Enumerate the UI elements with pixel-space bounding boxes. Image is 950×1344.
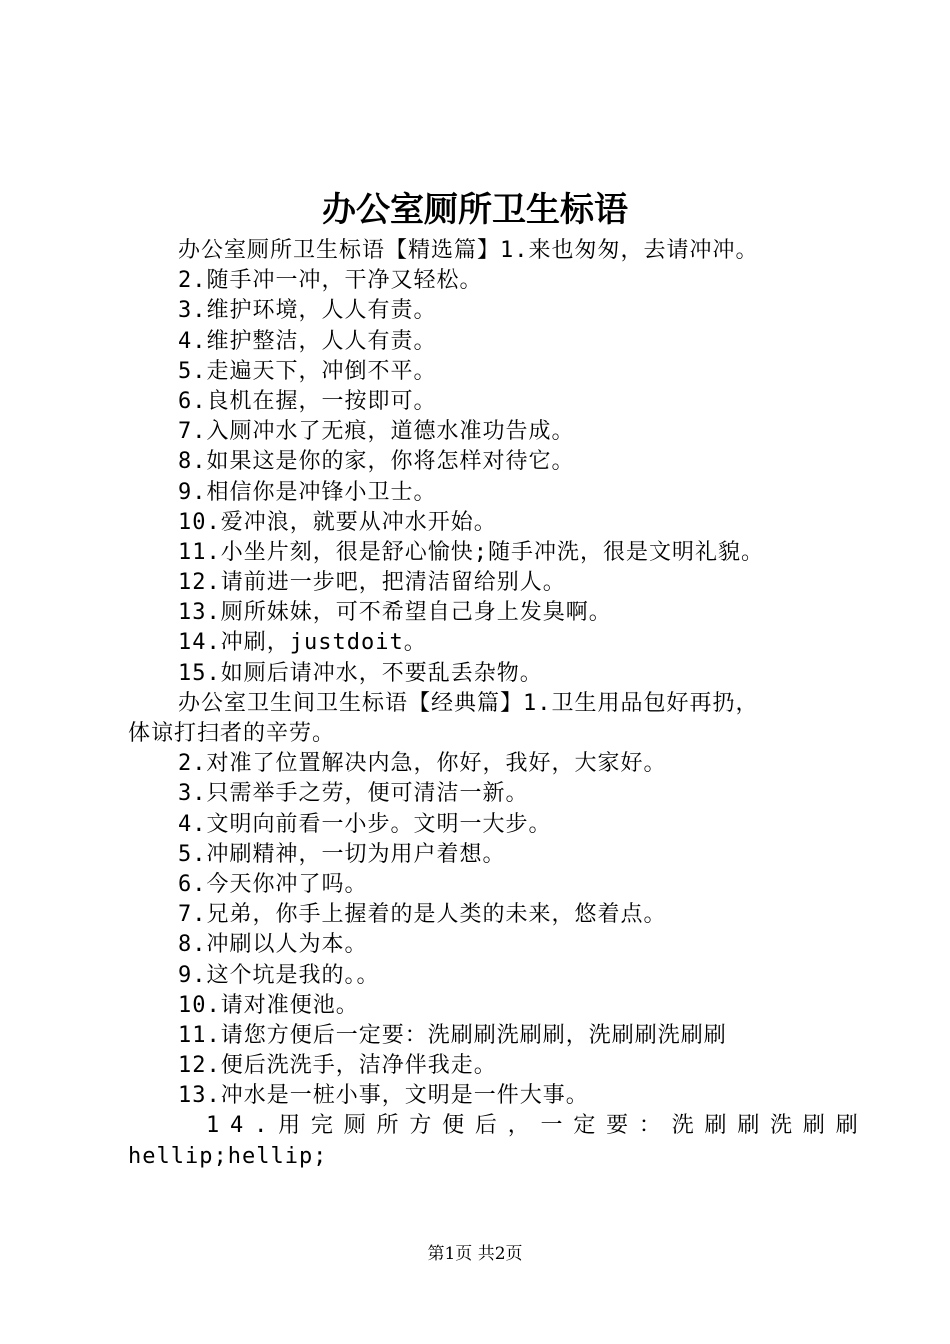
document-title: 办公室厕所卫生标语 [322,190,628,230]
slogan-line: 10.爱冲浪，就要从冲水开始。 [178,509,497,535]
slogan-line: 10.请对准便池。 [178,992,359,1018]
slogan-line: 13.厕所妹妹，可不希望自己身上发臭啊。 [178,600,612,626]
section2-intro-continued: 体谅打扫者的辛劳。 [128,721,336,746]
slogan-line: 11.请您方便后一定要：洗刷刷洗刷刷，洗刷刷洗刷刷 [178,1022,727,1048]
slogan-line: 7.兄弟，你手上握着的是人类的未来，悠着点。 [178,902,667,928]
slogan-line-continued: hellip;hellip; [128,1143,328,1169]
slogan-line: 9.这个坑是我的。。 [178,962,380,988]
slogan-line: 3.维护环境，人人有责。 [178,298,437,324]
slogan-line: 15.如厕后请冲水，不要乱丢杂物。 [178,660,543,686]
slogan-line: 2.随手冲一冲，干净又轻松。 [178,268,483,294]
slogan-line: 14.冲刷，justdoit。 [178,630,427,656]
slogan-line: 8.冲刷以人为本。 [178,932,368,958]
slogan-line: 9.相信你是冲锋小卫士。 [178,479,437,505]
slogan-line: 6.今天你冲了吗。 [178,871,368,897]
section2-intro: 办公室卫生间卫生标语【经典篇】1.卫生用品包好再扔， [178,690,759,716]
document-body [128,236,869,1172]
section1-intro: 办公室厕所卫生标语【精选篇】1.来也匆匆，去请冲冲。 [178,238,759,263]
slogan-line: 8.如果这是你的家，你将怎样对待它。 [178,449,575,475]
page-footer: 第1页 共2页 [427,1244,523,1264]
slogan-line: 4.维护整洁，人人有责。 [178,328,437,354]
slogan-line: 6.良机在握，一按即可。 [178,388,437,414]
slogan-line: 11.小坐片刻，很是舒心愉快;随手冲洗，很是文明礼貌。 [178,539,764,565]
slogan-line: 3.只需举手之劳，便可清洁一新。 [178,781,529,807]
slogan-line: 5.走遍天下，冲倒不平。 [178,358,437,384]
slogan-line: 12.请前进一步吧，把清洁留给别人。 [178,570,566,596]
slogan-line: 7.入厕冲水了无痕，道德水准功告成。 [178,419,575,445]
slogan-line: 13.冲水是一桩小事，文明是一件大事。 [178,1083,589,1109]
slogan-line: 2.对准了位置解决内急，你好，我好，大家好。 [178,751,667,777]
slogan-line: 5.冲刷精神，一切为用户着想。 [178,841,506,867]
slogan-line-justified: 14.用完厕所方便后，一定要：洗刷刷洗刷刷 [206,1113,869,1139]
slogan-line: 4.文明向前看一小步。文明一大步。 [178,811,552,837]
slogan-line: 12.便后洗洗手，洁净伴我走。 [178,1053,497,1079]
